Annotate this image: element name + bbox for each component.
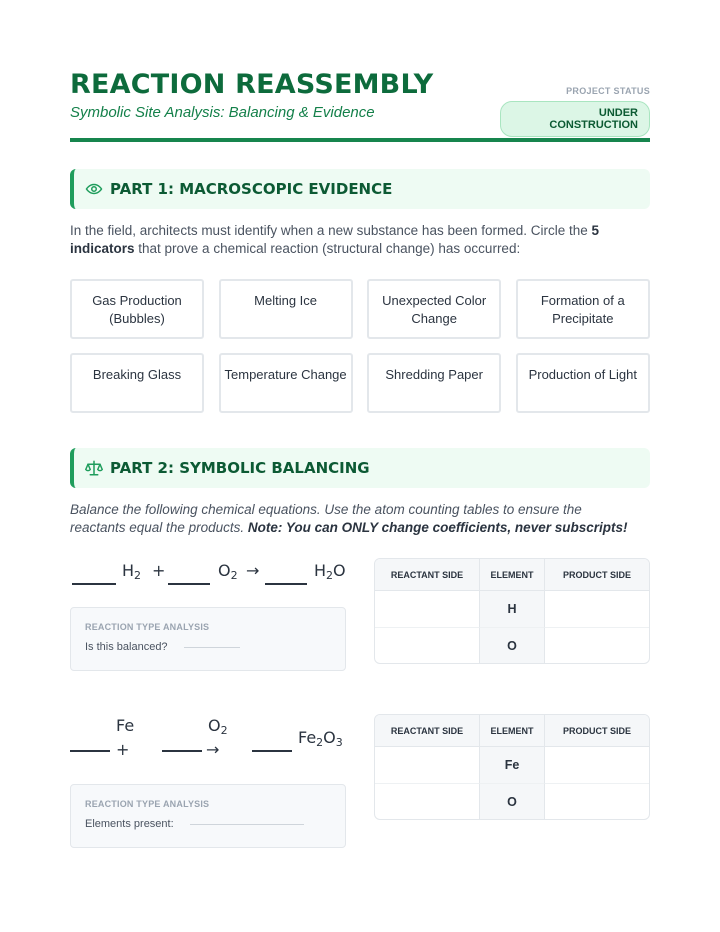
plus-sign: + <box>152 561 166 580</box>
reactant-count-cell[interactable] <box>375 627 479 663</box>
analysis-question <box>85 641 345 653</box>
reactant-count-cell[interactable] <box>375 591 479 627</box>
evidence-card-breaking-glass[interactable]: Breaking Glass <box>70 353 204 413</box>
part1-heading <box>70 169 650 209</box>
equation-2-reactant-2 <box>208 716 228 737</box>
answer-line[interactable] <box>190 824 304 825</box>
part1-heading-label: PART 1: MACROSCOPIC EVIDENCE <box>110 180 393 198</box>
equation-1-product <box>314 561 346 582</box>
page-header <box>70 68 650 142</box>
header-reactant-side: REACTANT SIDE <box>375 559 479 591</box>
evidence-card-production-of-light[interactable]: Production of Light <box>516 353 650 413</box>
coefficient-blank-fe2o3[interactable] <box>252 750 292 752</box>
element-cell: H <box>479 591 545 627</box>
header-divider <box>70 138 650 142</box>
analysis-caption: REACTION TYPE ANALYSIS <box>85 622 210 632</box>
table-row <box>375 747 649 783</box>
formula-symbol: H <box>122 561 135 580</box>
header-product-side: PRODUCT SIDE <box>545 715 649 747</box>
evidence-card-melting-ice[interactable]: Melting Ice <box>219 279 353 339</box>
formula-symbol: Fe <box>298 728 317 747</box>
formula-symbol: O <box>323 728 336 747</box>
scale-icon <box>84 458 104 478</box>
header-element: ELEMENT <box>479 715 545 747</box>
equation-2-product <box>298 728 343 749</box>
formula-symbol: O <box>333 561 346 580</box>
analysis-question-text: Is this balanced? <box>85 641 168 653</box>
atom-table-2 <box>374 714 650 820</box>
analysis-box-1 <box>70 607 346 671</box>
part2-instructions <box>70 501 630 537</box>
page-subtitle: Symbolic Site Analysis: Balancing & Evidence <box>70 104 375 121</box>
reactant-count-cell[interactable] <box>375 783 479 819</box>
equation-1-reactant-1 <box>122 561 141 582</box>
formula-subscript: 2 <box>326 569 334 582</box>
evidence-card-temperature-change[interactable]: Temperature Change <box>219 353 353 413</box>
plus-sign: + <box>116 740 130 759</box>
eye-icon <box>84 179 104 199</box>
product-count-cell[interactable] <box>545 783 649 819</box>
coefficient-blank-h2[interactable] <box>72 583 116 585</box>
answer-line[interactable] <box>184 647 240 648</box>
page-title: REACTION REASSEMBLY <box>70 69 434 100</box>
formula-symbol: H <box>314 561 327 580</box>
part1-intro-text-end: that prove a chemical reaction (structural change) has occurred: <box>134 241 521 256</box>
part1-instructions <box>70 222 630 258</box>
part2-intro-text: Balance the following chemical equations. Use the atom counting tables to ensure the reactants equal the products. <box>70 502 582 535</box>
product-count-cell[interactable] <box>545 747 649 783</box>
element-cell: O <box>479 627 545 663</box>
evidence-card-gas-production[interactable]: Gas Production (Bubbles) <box>70 279 204 339</box>
coefficient-blank-o2[interactable] <box>168 583 210 585</box>
table-header-row <box>375 559 649 591</box>
table-row <box>375 783 649 819</box>
part1-intro-bold: 5 indicators <box>70 223 600 256</box>
reaction-arrow: → <box>246 561 260 580</box>
product-count-cell[interactable] <box>545 591 649 627</box>
table-row <box>375 627 649 663</box>
reactant-count-cell[interactable] <box>375 747 479 783</box>
product-count-cell[interactable] <box>545 627 649 663</box>
part2-intro-bold: Note: You can ONLY change coefficients, never subscripts! <box>247 520 628 535</box>
formula-subscript: 3 <box>335 736 343 749</box>
element-cell: O <box>479 783 545 819</box>
coefficient-blank-fe[interactable] <box>70 750 110 752</box>
analysis-question <box>85 818 345 830</box>
reaction-arrow: → <box>206 740 220 759</box>
formula-subscript: 2 <box>220 724 228 737</box>
status-label: PROJECT STATUS <box>566 86 650 96</box>
equation-2 <box>70 712 350 762</box>
status-badge: UNDER CONSTRUCTION <box>500 101 650 137</box>
header-product-side: PRODUCT SIDE <box>545 559 649 591</box>
coefficient-blank-h2o[interactable] <box>265 583 307 585</box>
equation-2-reactant-1: Fe <box>116 716 135 735</box>
analysis-caption: REACTION TYPE ANALYSIS <box>85 799 210 809</box>
coefficient-blank-o2[interactable] <box>162 750 202 752</box>
evidence-card-color-change[interactable]: Unexpected Color Change <box>367 279 501 339</box>
project-status <box>500 86 650 137</box>
header-element: ELEMENT <box>479 559 545 591</box>
evidence-card-shredding-paper[interactable]: Shredding Paper <box>367 353 501 413</box>
formula-symbol: O <box>218 561 231 580</box>
part2-heading-label: PART 2: SYMBOLIC BALANCING <box>110 459 370 477</box>
formula-subscript: 2 <box>134 569 142 582</box>
analysis-question-text: Elements present: <box>85 818 174 830</box>
equation-1-reactant-2 <box>218 561 238 582</box>
analysis-box-2 <box>70 784 346 848</box>
formula-symbol: O <box>208 716 221 735</box>
evidence-card-precipitate[interactable]: Formation of a Precipitate <box>516 279 650 339</box>
equation-1 <box>70 560 350 590</box>
table-header-row <box>375 715 649 747</box>
part2-heading <box>70 448 650 488</box>
element-cell: Fe <box>479 747 545 783</box>
evidence-grid <box>70 279 650 413</box>
formula-subscript: 2 <box>316 736 324 749</box>
atom-table-1 <box>374 558 650 664</box>
table-row <box>375 591 649 627</box>
part1-intro-text: In the field, architects must identify when a new substance has been formed. Circle the <box>70 223 592 238</box>
formula-subscript: 2 <box>230 569 238 582</box>
header-reactant-side: REACTANT SIDE <box>375 715 479 747</box>
